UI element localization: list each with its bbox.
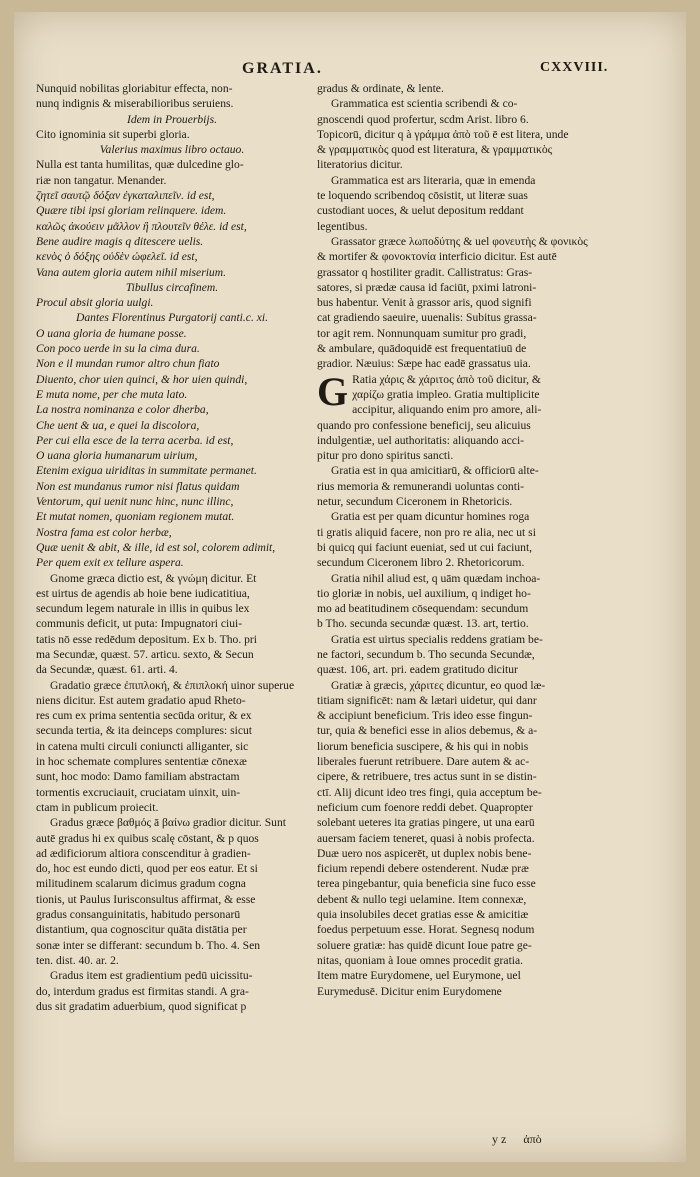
text-line: dus sit gradatim aduerbium, quod significat p [36, 999, 247, 1013]
text-line: tionis, ut Paulus Iurisconsultus affirmat, & esse [36, 892, 256, 906]
text-line: La nostra nominanza e color dherba, [36, 403, 209, 417]
text-line: literatorius dicitur. [317, 158, 403, 172]
text-line: tatis nō esse redēdum depositum. Ex b. Tho. pri [36, 632, 258, 646]
text-line: quæst. 106, art. pri. eadem gratitudo dicitur [317, 663, 518, 677]
text-line: Gratiæ à græcis, χάριτες dicuntur, eo quod læ- [331, 678, 546, 692]
text-line: Et mutat nomen, quoniam regionem mutat. [36, 510, 235, 524]
page-footer [492, 1132, 556, 1147]
text-line: gradus consanguinitatis, habitudo personarū [36, 908, 241, 922]
text-line: Gratia est uirtus specialis reddens gratiam be- [331, 632, 543, 646]
text-line: O uana gloria humanarum uirium, [36, 449, 198, 463]
text-line: gradus & ordinate, & lente. [317, 82, 444, 95]
text-line: ctī. Alij dicunt ideo tres fingi, quia acceptum be- [317, 785, 542, 799]
text-line: Nunquid nobilitas gloriabitur effecta, non- [36, 82, 233, 95]
text-line: tormentis excruciauit, cruciatam uinxit, uin- [36, 785, 241, 799]
text-line: Tibullus circafinem. [125, 280, 219, 294]
text-line: Con poco uerde in su la cima dura. [36, 342, 200, 356]
text-line: foedus perpetuum esse. Horat. Segnesq nodum [317, 923, 535, 937]
text-line: secunda tertia, & ita deinceps complures: sicut [36, 724, 253, 738]
text-line: Eurymedusē. Dicitur enim Eurydomene [317, 984, 502, 998]
text-line: Procul absit gloria uulgi. [36, 296, 154, 310]
text-line: debent & nullo tegi uelamine. Item connexæ, [317, 892, 527, 906]
text-line: Duæ uero nos aspicerēt, ut duplex nobis bene- [317, 846, 532, 860]
text-line: Item matre Eurydomene, uel Eurymone, uel [317, 969, 521, 983]
text-line: Gnome græca dictio est, & γνώμη dicitur. Et [50, 571, 257, 585]
text-line: Diuento, chor uien quinci, & hor uien quindi, [36, 372, 248, 386]
text-line: in hoc schemate complures sententiæ cōnexæ [36, 755, 247, 769]
text-line: Etenim exigua uiriditas in summitate permanet. [36, 464, 257, 478]
text-line: in catena multi circuli coniuncti alliganter, sic [36, 739, 249, 753]
text-line: ti gratis aliquid facere, non pro re alia, nec ut si [317, 525, 536, 539]
text-line: custodiant uoces, & uelut depositum reddant [317, 204, 524, 218]
text-line: ficium rependi debere ostenderent. Nudæ præ [317, 862, 529, 876]
text-line: neficium cum foenore reddi debet. Quapropter [317, 800, 533, 814]
text-line: tio gloriæ in nobis, uel auxilium, q indiget ho- [317, 586, 531, 600]
text-line: Gradus item est gradientium pedū uicissitu- [50, 969, 253, 983]
text-line: do, hoc est eundo dicti, quod per eos eatur. Et si [36, 862, 258, 876]
text-line: sonæ inter se differant: secundum b. Tho. 4. Sen [36, 938, 261, 952]
text-line: ctam in publicum proiecit. [36, 800, 159, 814]
text-line: E muta nome, per che muta lato. [36, 387, 188, 401]
text-line: do, interdum gradus est firmitas standi. A gra- [36, 984, 249, 998]
text-line: & mortifer & φονοκτονία interficio dicitur. Est autē [317, 250, 557, 264]
text-line: Grammatica est scientia scribendi & co- [331, 97, 518, 111]
text-line: nitas, quoniam à Ioue omnes procedit gratia. [317, 953, 524, 967]
text-line: Ratia χάρις & χάριτος ἀπὸ τοῦ dicitur, & [352, 372, 541, 386]
text-line: indulgentiæ, uel authoritatis: aliquando acci- [317, 433, 525, 447]
text-line: ma Secundæ, quæst. 57. articu. sexto, & Secun [36, 647, 254, 661]
text-line: Gradatio græce ἐπιπλοκή, & ἐπιπλοκή uinor superue [50, 678, 295, 692]
text-line: Idem in Prouerbijs. [126, 112, 218, 126]
text-line: autē gradus hi ex quibus scalę cōstant, & p quos [36, 831, 259, 845]
text-line: secundum legem naturale in illis in quibus lex [36, 602, 250, 616]
text-line: accipitur, aliquando enim pro amore, ali- [352, 403, 542, 417]
text-line: gnoscendi quod profertur, scdm Arist. libro 6. [317, 112, 529, 126]
text-line: da Secundæ, quæst. 61. arti. 4. [36, 663, 178, 677]
text-line: est uirtus de agendis ab hoie bene iudicatitiua, [36, 586, 250, 600]
text-line: Topicorū, dicitur q à γράμμα ἀπὸ τοῦ ē est litera, unde [317, 127, 569, 141]
signature-mark: y z [492, 1132, 507, 1146]
book-page [14, 12, 686, 1162]
text-line: Dantes Florentinus Purgatorij canti.c. xi. [75, 311, 269, 325]
text-line: riæ non tangatur. Menander. [36, 173, 167, 187]
text-line: mo ad beatitudinem cōsequendam: secundum [317, 602, 529, 616]
text-line: b Tho. secunda secundæ quæst. 13. art, tertio. [317, 617, 529, 631]
text-line: auersam faciem teneret, quasi à nobis profecta. [317, 831, 535, 845]
text-line: te loquendo scribendoq cōsistit, ut literæ suas [317, 189, 528, 203]
text-line: & ambulare, quādoquidē est frequentatiuū de [317, 342, 527, 356]
text-line: quia insolubiles decet gratias esse & amicitiæ [317, 908, 529, 922]
text-line: χαρίζω gratia impleo. Gratia multiplicite [352, 387, 540, 401]
text-line: liorum beneficia suscipere, & his qui in nobis [317, 739, 529, 753]
text-line: bi quicq qui faciunt eueniat, sed ut cui faciunt, [317, 540, 533, 554]
text-line: Vana autem gloria autem nihil miserium. [36, 265, 226, 279]
text-line: Cito ignominia sit superbi gloria. [36, 127, 190, 141]
text-line: militudinem scalarum dicimus gradum cogna [36, 877, 246, 891]
text-line: Valerius maximus libro octauo. [99, 143, 245, 157]
text-line: liberales fuerunt retribuere. Dare autem & ac- [317, 755, 530, 769]
text-line: satores, si prædæ causa id faciūt, pximi latroni- [317, 280, 537, 294]
text-line: tor agit rem. Nonnunquam sumitur pro gradi, [317, 326, 527, 340]
text-line: Non e il mundan rumor altro chun fiato [36, 357, 220, 371]
text-line: communis deficit, ut puta: Impugnatori ciui- [36, 617, 243, 631]
text-line: Quæ uenit & abit, & ille, id est sol, colorem adimit, [36, 540, 276, 554]
text-line: terea pingebantur, quia beneficia sine fuco esse [317, 877, 536, 891]
text-line: & accipiunt beneficium. Tris ideo esse fingun- [317, 709, 533, 723]
text-line: legentibus. [317, 219, 368, 233]
text-line: rius memoria & remunerandi uoluntas conti- [317, 479, 525, 493]
text-line: Grassator græce λωποδύτης & uel φονευτὴς & φονικὸς [331, 234, 588, 248]
drop-cap: G [317, 368, 349, 414]
text-line: nunq indignis & miserabilioribus seruiens. [36, 97, 234, 111]
text-line: ad ædificiorum altiora conscenditur à gradien- [36, 846, 251, 860]
text-line: Gratia nihil aliud est, q uām quædam inchoa- [331, 571, 541, 585]
page-header [14, 42, 686, 82]
text-line: ne factori, secundum b. Tho secunda Secundæ, [317, 647, 535, 661]
running-title: GRATIA. [242, 60, 323, 77]
left-column [36, 82, 308, 1015]
text-line: Quære tibi ipsi gloriam relinquere. idem. [36, 204, 227, 218]
text-line: netur, secundum Ciceronem in Rhetoricis. [317, 495, 513, 509]
text-line: Bene audire magis q ditescere uelis. [36, 234, 204, 248]
text-line: Gratia est in qua amicitiarū, & officiorū alte- [331, 464, 539, 478]
text-line: quando pro confessione beneficij, seu alicuius [317, 418, 531, 432]
text-line: Nulla est tanta humilitas, quæ dulcedine glo- [36, 158, 244, 172]
text-line: Ventorum, qui uenit nunc hinc, nunc illinc, [36, 495, 234, 509]
text-line: distantium, qua cognoscitur quāta distātia per [36, 923, 247, 937]
text-line: titiam significēt: nam & lætari uidetur, qui danr [317, 693, 537, 707]
text-line: res cum ex prima sententia secūda oritur, & ex [36, 709, 252, 723]
text-line: Gratia est per quam dicuntur homines roga [331, 510, 530, 524]
text-line: pitur pro dono spiritus sancti. [317, 449, 454, 463]
text-line: Gradus græce βαθμός ā βαίνω gradior dicitur. Sunt [50, 816, 286, 830]
right-column [317, 82, 589, 1000]
catchword: ἀπὸ [523, 1132, 542, 1146]
text-line: soluere gratiæ: has quidē dicunt Ioue patre ge- [317, 938, 532, 952]
text-line: ζητεῖ σαυτῷ δόξαν ἐγκαταλιπεῖν. id est, [36, 189, 215, 203]
text-line: sunt, hoc modo: Damo familiam abstractam [36, 770, 240, 784]
text-line: Che uent & ua, e quei la discolora, [36, 418, 200, 432]
text-line: & γραμματικὸς quod est literatura, & γραμματικὸς [317, 143, 553, 157]
text-line: Grammatica est ars literaria, quæ in emenda [331, 173, 536, 187]
text-line: ten. dist. 40. ar. 2. [36, 953, 119, 967]
text-line: tur, quia & benefici esse in alios debemus, & a- [317, 724, 538, 738]
text-line: O uana gloria de humane posse. [36, 326, 187, 340]
text-line: κενὸς ὁ δόξης οὐδὲν ὠφελεῖ. id est, [36, 250, 198, 264]
text-line: secundum Ciceronem libro 2. Rhetoricorum. [317, 556, 525, 570]
text-line: cat gradiendo saeuire, uuenalis: Subitus grassa- [317, 311, 537, 325]
text-line: niens dicitur. Est autem gradatio apud Rheto- [36, 693, 246, 707]
text-line: solebant ueteres ita gratias pingere, ut una earū [317, 816, 535, 830]
folio-number: CXXVIII. [540, 60, 609, 75]
text-line: Nostra fama est color herbæ, [36, 525, 172, 539]
text-line: grassator q hostiliter gradit. Callistratus: Gras- [317, 265, 533, 279]
text-line: Per quem exit ex tellure aspera. [36, 556, 184, 570]
text-line: gradior. Næuius: Sæpe hac eadē grassatus uia. [317, 357, 531, 371]
text-line: Non est mundanus rumor nisi flatus quidam [36, 479, 240, 493]
text-line: cipere, & retribuere, tres actus sunt in se distin- [317, 770, 537, 784]
text-line: bus habentur. Venit à grassor aris, quod signifi [317, 296, 532, 310]
text-line: Per cui ella esce de la terra acerba. id est, [36, 433, 234, 447]
text-line: καλῶς ἀκούειν μᾶλλον ἢ πλουτεῖν θέλε. id est, [36, 219, 247, 233]
